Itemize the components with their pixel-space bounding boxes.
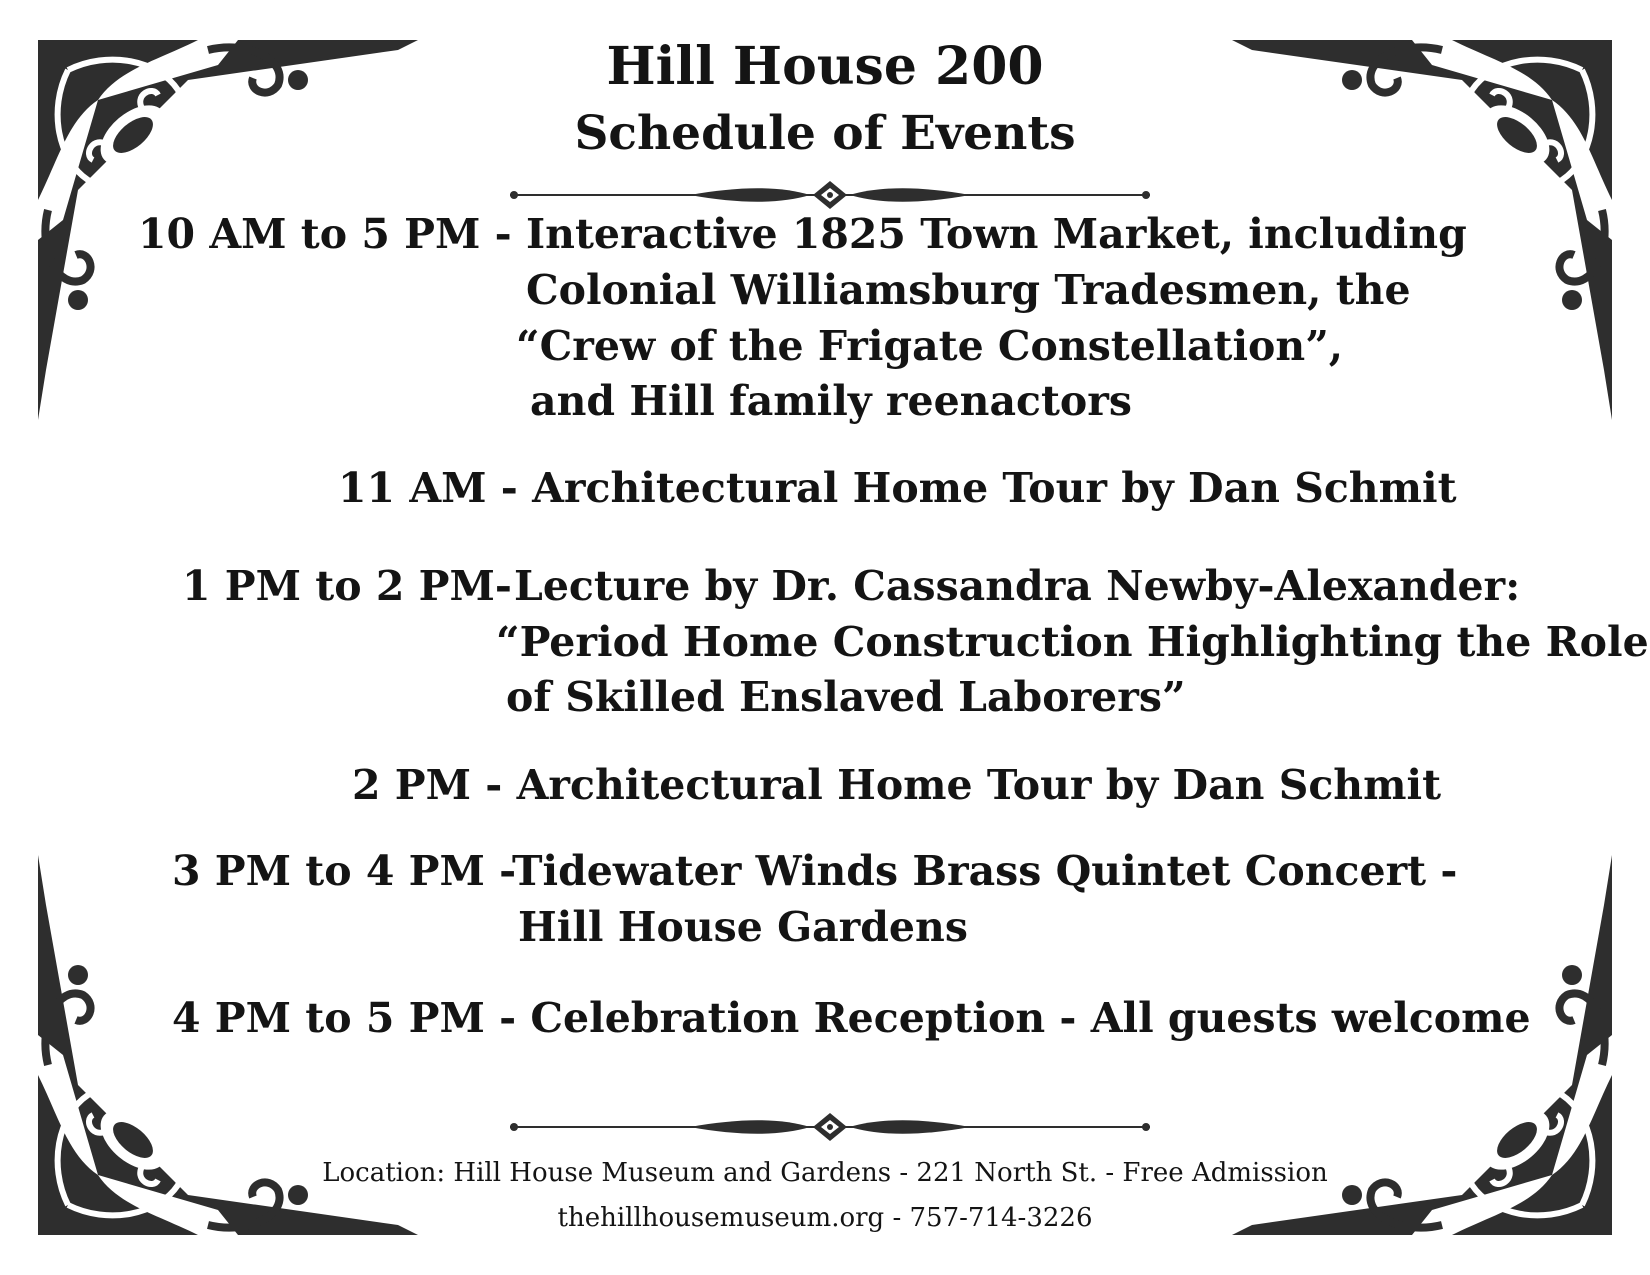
event-description-line: Colonial Williamsburg Tradesmen, the (526, 266, 1411, 314)
footer-contact: thehillhousemuseum.org - 757-714-3226 (557, 1203, 1093, 1233)
event-line: 4 PM to 5 PM - Celebration Reception - All guests welcome (172, 994, 1531, 1042)
divider-ornament-svg (510, 1112, 1150, 1142)
event-description-line: “Period Home Construction Highlighting the Role (496, 618, 1649, 666)
event-line: 2 PM - Architectural Home Tour by Dan Schmit (352, 761, 1442, 809)
page-title: Hill House 200 (606, 36, 1044, 97)
event-description-line: Interactive 1825 Town Market, including (526, 210, 1467, 258)
ornamental-divider-icon (510, 1112, 1150, 1142)
event-description-line: Tidewater Winds Brass Quintet Concert - (512, 847, 1458, 895)
divider-ornament-svg (510, 180, 1150, 210)
event-time: 1 PM to 2 PM- (182, 562, 512, 610)
page-subtitle: Schedule of Events (574, 106, 1076, 161)
event-time: 3 PM to 4 PM - (172, 847, 517, 895)
ornamental-divider-icon (510, 180, 1150, 210)
event-description-line: Lecture by Dr. Cassandra Newby-Alexander: (514, 562, 1521, 610)
event-description-line: of Skilled Enslaved Laborers” (506, 673, 1186, 721)
event-description-line: “Crew of the Frigate Constellation”, (516, 322, 1344, 370)
event-description-line: Hill House Gardens (518, 903, 968, 951)
footer-location: Location: Hill House Museum and Gardens - 221 North St. - Free Admission (322, 1158, 1328, 1188)
event-line: 11 AM - Architectural Home Tour by Dan Schmit (338, 464, 1457, 512)
event-description-line: and Hill family reenactors (530, 377, 1132, 425)
event-time: 10 AM to 5 PM - (138, 210, 512, 258)
